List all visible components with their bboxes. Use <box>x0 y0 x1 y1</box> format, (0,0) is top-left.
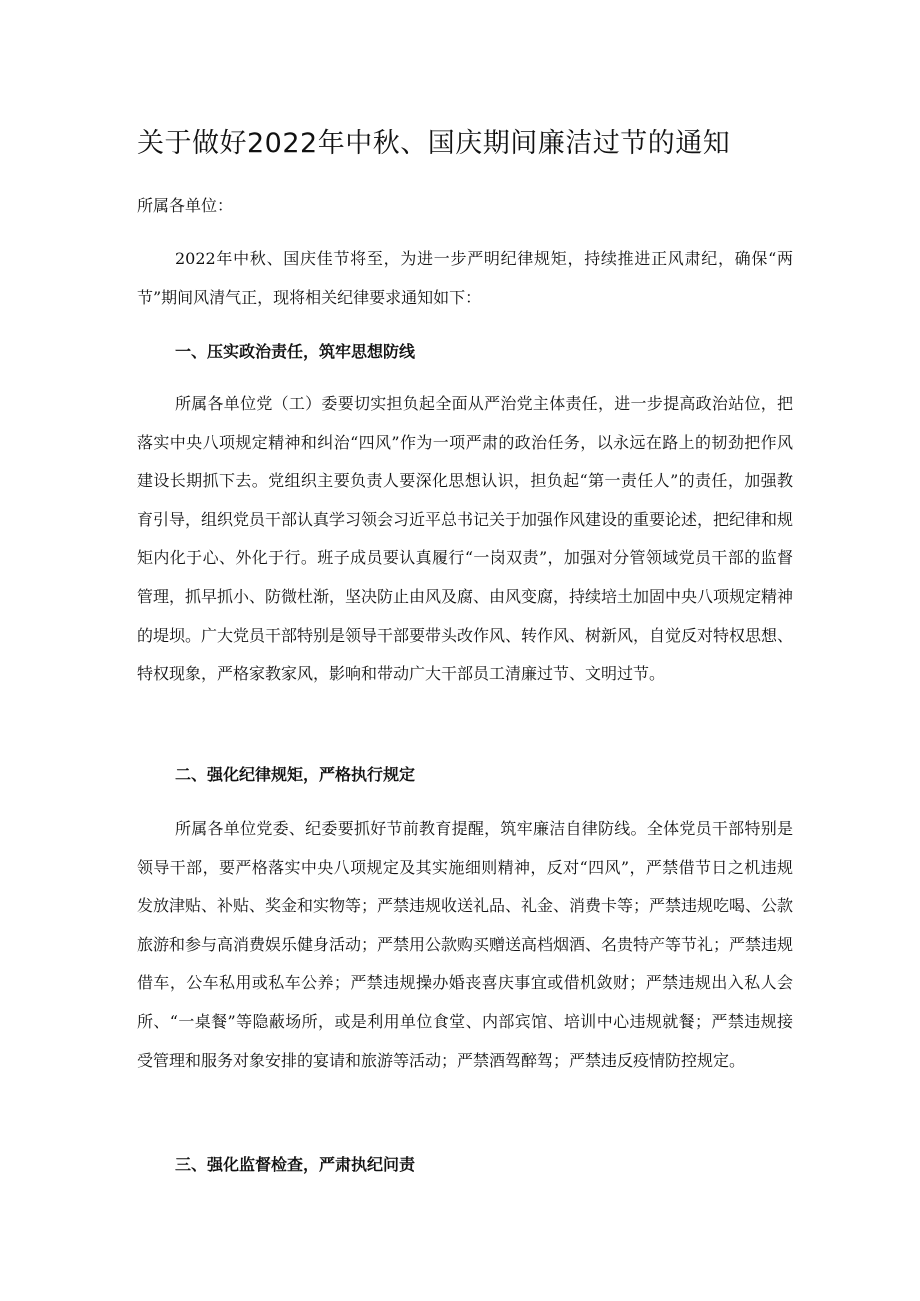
salutation: 所属各单位： <box>137 196 234 215</box>
intro-paragraph: 2022年中秋、国庆佳节将至，为进一步严明纪律规矩，持续推进正风肃纪，确保“两节”期间风清气正，现将相关纪律要求通知如下： <box>137 249 793 307</box>
section-heading-1: 一、压实政治责任，筑牢思想防线 <box>175 342 416 361</box>
section-body-1: 所属各单位党（工）委要切实担负起全面从严治党主体责任，进一步提高政治站位，把落实中央八项规定精神和纠治“四风”作为一项严肃的政治任务，以永远在路上的韧劲把作风建设长期抓下去。党组织主要负责人要深化思想认识，担负起“第一责任人”的责任，加强教育引导，组织党员干部认真学习领会习近平总书记关于加强作风建设的重要论述，把纪律和规矩内化于心、外化于行。班子成员要认真履行“一岗双责”，加强对分管领域党员干部的监督管理，抓早抓小、防微杜渐，坚决防止由风及腐、由风变腐，持续培土加固中央八项规定精神的堤坝。广大党员干部特别是领导干部要带头改作风、转作风、树新风，自觉反对特权思想、特权现象，严格家教家风，影响和带动广大干部员工清廉过节、文明过节。 <box>137 394 794 684</box>
section-heading-2: 二、强化纪律规矩，严格执行规定 <box>175 765 416 784</box>
document-title: 关于做好2022年中秋、国庆期间廉洁过节的通知 <box>137 128 731 159</box>
section-body-2: 所属各单位党委、纪委要抓好节前教育提醒，筑牢廉洁自律防线。全体党员干部特别是领导干部，要严格落实中央八项规定及其实施细则精神，反对“四风”，严禁借节日之机违规发放津贴、补贴、奖金和实物等；严禁违规收送礼品、礼金、消费卡等；严禁违规吃喝、公款旅游和参与高消费娱乐健身活动；严禁用公款购买赠送高档烟酒、名贵特产等节礼；严禁违规借车，公车私用或私车公养；严禁违规操办婚丧喜庆事宜或借机敛财；严禁违规出入私人会所、“一桌餐”等隐蔽场所，或是利用单位食堂、内部宾馆、培训中心违规就餐；严禁违规接受管理和服务对象安排的宴请和旅游等活动；严禁酒驾醉驾；严禁违反疫情防控规定。 <box>137 819 794 1070</box>
section-heading-3: 三、强化监督检查，严肃执纪问责 <box>175 1155 416 1174</box>
